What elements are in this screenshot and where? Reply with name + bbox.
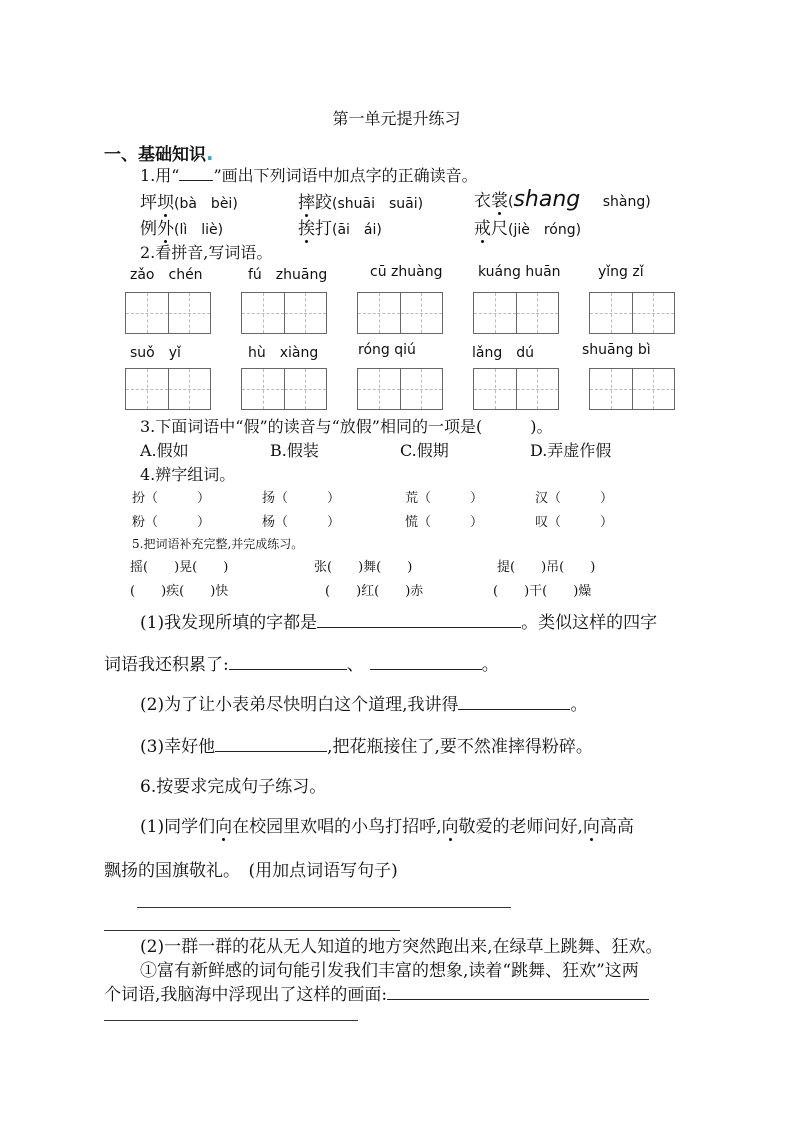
dotted-char: 戒 — [474, 214, 491, 239]
dotted-char: 外 — [157, 214, 174, 239]
q6-s1-line2: 飘扬的国旗敬礼。 (用加点词语写句子) — [104, 861, 398, 881]
text: (2)为了让小表弟尽快明白这个道理,我讲得 — [140, 695, 459, 715]
q6-s2-sub-line1: ①富有新鲜感的词句能引发我们丰富的想象,读着“跳舞、狂欢”这两 — [140, 961, 639, 981]
q3-option-a: A.假如 — [140, 441, 189, 460]
section-dot: . — [206, 141, 214, 165]
q4-item: 慌（ ） — [405, 515, 484, 530]
answer-blank[interactable] — [229, 655, 347, 670]
q5-s3 — [140, 732, 593, 757]
q2-pinyin-1-1: zǎo chén — [130, 267, 203, 283]
text: 。 — [570, 695, 588, 715]
q4-item: 荒（ ） — [405, 491, 484, 506]
word-part: 例 — [140, 219, 157, 239]
q4-item: 杨（ ） — [262, 515, 341, 530]
dotted-char: 向 — [583, 812, 600, 837]
pinyin-options: ( — [508, 194, 514, 210]
text: ,把花瓶接住了,要不然准摔得粉碎。 — [327, 737, 593, 757]
dotted-char: 摔 — [298, 188, 315, 213]
q1-prompt-start: 1.用“ — [140, 166, 180, 185]
writing-grid[interactable] — [473, 292, 559, 334]
writing-grid[interactable] — [241, 368, 327, 410]
q2-pinyin-2-5: shuāng bì — [582, 342, 651, 358]
q1-blank-sample — [179, 166, 213, 181]
dotted-char: 裳 — [491, 186, 508, 211]
page-title: 第一单元提升练习 — [332, 109, 461, 128]
text: 在校园里欢唱的小鸟打招呼, — [232, 817, 442, 837]
answer-blank[interactable] — [387, 985, 649, 1000]
text: 高高 — [599, 817, 634, 837]
q4-item: 扬（ ） — [262, 491, 341, 506]
text: (1)我发现所填的字都是 — [140, 613, 318, 633]
q5-idiom: ( )红( )赤 — [325, 584, 424, 599]
pinyin-options: (lì liè) — [174, 222, 224, 238]
dotted-char: 向 — [442, 812, 459, 837]
word-part: 跤 — [315, 193, 332, 213]
word-part: 坪 — [140, 193, 157, 213]
q3-option-b: B.假装 — [270, 441, 319, 460]
text: 、 — [346, 655, 364, 675]
answer-line[interactable] — [137, 907, 511, 908]
dotted-char: 向 — [215, 812, 232, 837]
writing-grid[interactable] — [241, 292, 327, 334]
writing-grid[interactable] — [589, 292, 675, 334]
answer-line[interactable] — [104, 1020, 358, 1021]
q1-row1-item2 — [298, 188, 423, 213]
pinyin-options: (bà bèi) — [174, 196, 238, 212]
q5-prompt: 5.把词语补充完整,并完成练习。 — [132, 537, 304, 551]
word-part: 打 — [315, 219, 332, 239]
q2-pinyin-2-4: lǎng dú — [472, 345, 534, 361]
q4-prompt: 4.辨字组词。 — [140, 465, 236, 484]
pinyin-options: (jiè róng) — [508, 222, 582, 238]
q4-item: 扮（ ） — [132, 491, 211, 506]
q1-row2-item3 — [474, 214, 581, 239]
q5-idiom: ( )干( )燥 — [493, 584, 592, 599]
section-label: 一、基础知识 — [104, 145, 206, 165]
q3-option-c: C.假期 — [400, 441, 449, 460]
q5-s1-line2 — [104, 650, 499, 675]
q6-s1-line1 — [140, 812, 634, 837]
q5-idiom: 摇( )晃( ) — [130, 560, 229, 575]
word-part: 衣 — [474, 191, 491, 211]
pinyin-options-tail: shàng) — [598, 194, 651, 210]
answer-blank[interactable] — [370, 655, 482, 670]
q1-prompt — [140, 163, 478, 186]
writing-grid[interactable] — [125, 292, 211, 334]
writing-grid[interactable] — [357, 292, 443, 334]
q2-pinyin-1-3: cū zhuàng — [370, 264, 443, 280]
answer-blank[interactable] — [458, 695, 570, 710]
q5-idiom: ( )疾( )快 — [130, 584, 229, 599]
answer-line[interactable] — [104, 930, 400, 931]
handwritten-answer: shang — [513, 187, 581, 212]
writing-grid[interactable] — [589, 368, 675, 410]
q1-row1-item3 — [474, 186, 651, 212]
q5-idiom: 张( )舞( ) — [314, 560, 413, 575]
q2-pinyin-2-1: suǒ yǐ — [130, 345, 181, 361]
q5-s2 — [140, 690, 587, 715]
q2-pinyin-2-3: róng qiú — [358, 342, 416, 358]
pinyin-options: (āi ái) — [332, 222, 382, 238]
word-part: 尺 — [491, 219, 508, 239]
q1-row1-item1 — [140, 188, 238, 213]
text: (3)幸好他 — [140, 737, 216, 757]
q6-s2-sub-line2 — [104, 980, 649, 1005]
q2-pinyin-1-2: fú zhuāng — [248, 267, 328, 283]
writing-grid[interactable] — [473, 368, 559, 410]
text: 。 — [481, 655, 499, 675]
q2-pinyin-2-2: hù xiàng — [248, 345, 319, 361]
q5-idiom: 提( )吊( ) — [497, 560, 596, 575]
writing-grid[interactable] — [125, 368, 211, 410]
answer-blank[interactable] — [215, 737, 327, 752]
q1-prompt-end: ”画出下列词语中加点字的正确读音。 — [213, 166, 478, 185]
q3-option-d: D.弄虚作假 — [530, 441, 612, 460]
q4-item: 叹（ ） — [535, 515, 614, 530]
text: 。类似这样的四字 — [521, 613, 658, 633]
section-heading-basic-knowledge — [104, 140, 214, 165]
q2-pinyin-1-5: yǐng zǐ — [598, 264, 644, 280]
text: 词语我还积累了: — [104, 655, 229, 675]
answer-blank[interactable] — [317, 613, 521, 628]
dotted-char: 挨 — [298, 214, 315, 239]
q3-prompt: 3.下面词语中“假”的读音与“放假”相同的一项是( )。 — [140, 417, 553, 436]
q2-prompt: 2.看拼音,写词语。 — [140, 243, 273, 262]
q1-row2-item2 — [298, 214, 382, 239]
q4-item: 汉（ ） — [535, 491, 614, 506]
text: (1)同学们 — [140, 817, 216, 837]
q4-item: 粉（ ） — [132, 515, 211, 530]
dotted-char: 坝 — [157, 188, 174, 213]
text: 敬爱的老师问好, — [458, 817, 583, 837]
text: 个词语,我脑海中浮现出了这样的画面: — [104, 985, 388, 1005]
q1-row2-item1 — [140, 214, 223, 239]
pinyin-options: (shuāi suāi) — [332, 196, 424, 212]
writing-grid[interactable] — [357, 368, 443, 410]
q6-s2: (2)一群一群的花从无人知道的地方突然跑出来,在绿草上跳舞、狂欢。 — [140, 937, 663, 957]
q6-prompt: 6.按要求完成句子练习。 — [140, 777, 327, 797]
q2-pinyin-1-4: kuáng huān — [478, 264, 561, 280]
q5-s1-line1 — [140, 608, 657, 633]
